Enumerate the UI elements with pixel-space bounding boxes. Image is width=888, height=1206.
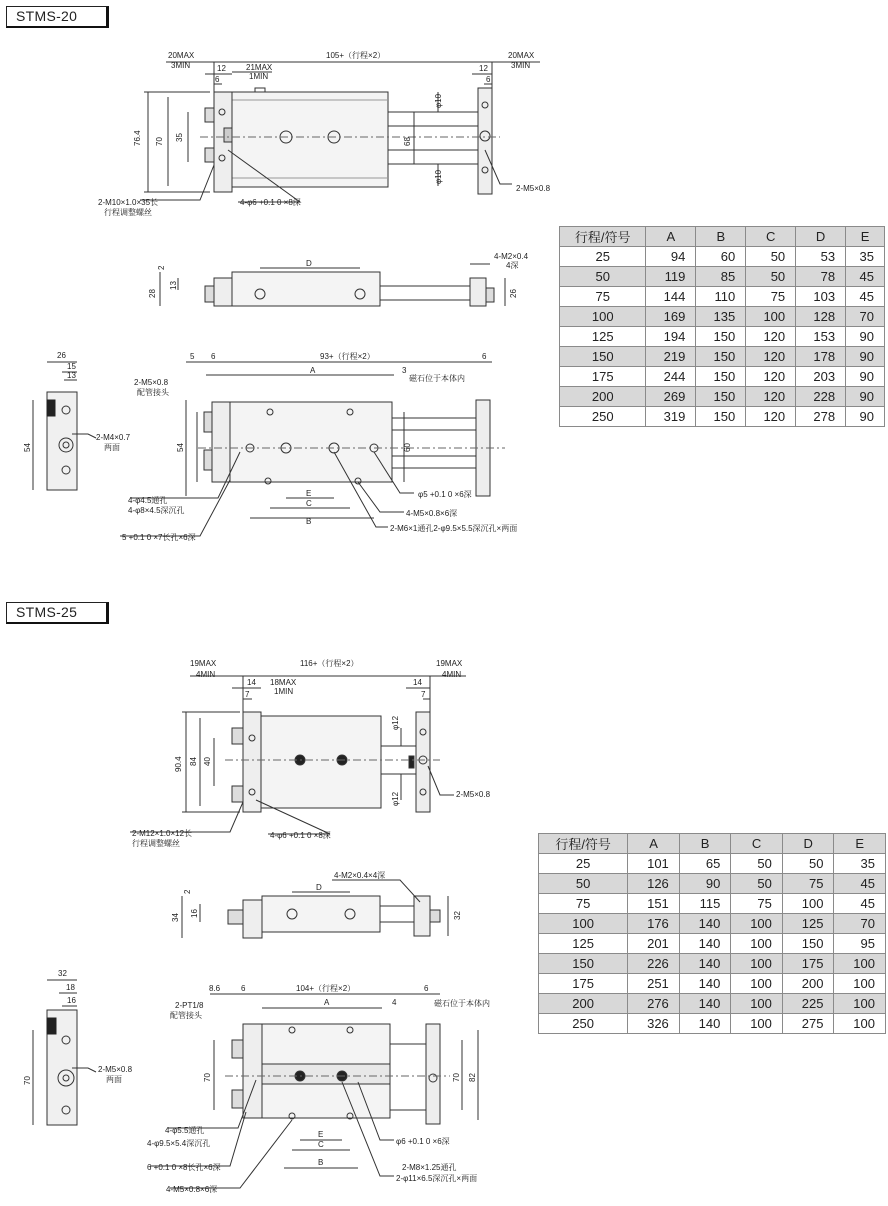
svg-text:配管接头: 配管接头 (170, 1011, 202, 1020)
table-row (560, 267, 885, 287)
table-header-cell: B (679, 834, 731, 854)
table-row (560, 247, 885, 267)
stms20-end-view (33, 362, 96, 490)
table-cell: 70 (846, 307, 885, 327)
stroke-cell: 200 (539, 994, 628, 1014)
table-cell: 100 (834, 954, 886, 974)
svg-text:60: 60 (403, 443, 412, 452)
svg-text:12: 12 (479, 64, 488, 73)
table-row (560, 407, 885, 427)
stms25-top-view (130, 676, 466, 834)
svg-text:70: 70 (452, 1073, 461, 1082)
svg-text:2-M12×1.0×12长: 2-M12×1.0×12长 (132, 829, 193, 838)
table-cell: 153 (796, 327, 846, 347)
svg-text:配管接头: 配管接头 (137, 388, 169, 397)
table-cell: 119 (646, 267, 696, 287)
table-row (539, 994, 886, 1014)
svg-text:12: 12 (217, 64, 226, 73)
svg-text:4-φ4.5通孔: 4-φ4.5通孔 (128, 496, 168, 505)
svg-text:15: 15 (67, 362, 76, 371)
svg-text:13: 13 (169, 281, 178, 290)
svg-text:2-M8×1.25通孔: 2-M8×1.25通孔 (402, 1163, 457, 1172)
model-tag-stms-20: STMS-20 (6, 6, 109, 28)
svg-text:4-φ6 +0.1 0 ×8深: 4-φ6 +0.1 0 ×8深 (240, 198, 301, 207)
table-header-cell: 行程/符号 (560, 227, 646, 247)
table-header-cell: C (746, 227, 796, 247)
table-row (539, 874, 886, 894)
table-cell: 150 (782, 934, 834, 954)
svg-text:54: 54 (176, 443, 185, 452)
table-cell: 150 (696, 387, 746, 407)
table-cell: 244 (646, 367, 696, 387)
table-cell: 326 (628, 1014, 680, 1034)
table-cell: 219 (646, 347, 696, 367)
svg-text:32: 32 (453, 911, 462, 920)
svg-text:磁石位于本体内: 磁石位于本体内 (434, 999, 490, 1008)
svg-text:104+（行程×2）: 104+（行程×2） (296, 984, 356, 993)
table-cell: 45 (834, 894, 886, 914)
table-cell: 115 (679, 894, 731, 914)
svg-text:5 +0.1 0 ×7长孔×6深: 5 +0.1 0 ×7长孔×6深 (122, 533, 196, 542)
table-cell: 90 (846, 367, 885, 387)
svg-text:8.6: 8.6 (209, 984, 221, 993)
svg-text:两面: 两面 (104, 443, 120, 452)
svg-text:21MAX: 21MAX (246, 63, 273, 72)
svg-text:6: 6 (424, 984, 429, 993)
table-cell: 251 (628, 974, 680, 994)
svg-text:2-M10×1.0×35长: 2-M10×1.0×35长 (98, 198, 159, 207)
table-cell: 120 (746, 367, 796, 387)
table-cell: 101 (628, 854, 680, 874)
svg-text:4-M5×0.8×6深: 4-M5×0.8×6深 (166, 1185, 218, 1194)
table-header-cell: C (731, 834, 783, 854)
stroke-cell: 100 (560, 307, 646, 327)
table-cell: 276 (628, 994, 680, 1014)
table-cell: 269 (646, 387, 696, 407)
svg-text:7: 7 (421, 690, 426, 699)
table-cell: 53 (796, 247, 846, 267)
table-cell: 45 (846, 287, 885, 307)
svg-text:105+（行程×2）: 105+（行程×2） (326, 51, 386, 60)
svg-text:68: 68 (403, 137, 412, 146)
stroke-cell: 125 (560, 327, 646, 347)
stroke-cell: 50 (539, 874, 628, 894)
svg-text:6: 6 (211, 352, 216, 361)
svg-text:70: 70 (155, 137, 164, 146)
svg-text:A: A (310, 366, 316, 375)
svg-text:4-φ8×4.5深沉孔: 4-φ8×4.5深沉孔 (128, 506, 185, 515)
svg-text:93+（行程×2）: 93+（行程×2） (320, 352, 375, 361)
stms25-end-view (33, 980, 96, 1125)
svg-text:35: 35 (175, 133, 184, 142)
svg-text:5: 5 (190, 352, 195, 361)
svg-text:116+（行程×2）: 116+（行程×2） (300, 659, 359, 668)
table-cell: 120 (746, 327, 796, 347)
svg-text:2-M5×0.8: 2-M5×0.8 (456, 790, 491, 799)
stms20-top-view (140, 62, 540, 202)
svg-text:4MIN: 4MIN (196, 670, 216, 679)
table-cell: 120 (746, 387, 796, 407)
svg-text:2-M6×1通孔2-φ9.5×5.5深沉孔×两面: 2-M6×1通孔2-φ9.5×5.5深沉孔×两面 (390, 524, 518, 533)
svg-text:2-M4×0.7: 2-M4×0.7 (96, 433, 131, 442)
svg-text:20MAX: 20MAX (508, 51, 535, 60)
svg-text:4: 4 (392, 998, 397, 1007)
svg-text:6: 6 (215, 75, 220, 84)
table-cell: 178 (796, 347, 846, 367)
svg-text:4-M2×0.4×4深: 4-M2×0.4×4深 (334, 871, 386, 880)
table-cell: 90 (679, 874, 731, 894)
table-header-cell: 行程/符号 (539, 834, 628, 854)
table-cell: 226 (628, 954, 680, 974)
svg-text:2-M5×0.8: 2-M5×0.8 (134, 378, 169, 387)
svg-text:82: 82 (468, 1073, 477, 1082)
table-row (560, 347, 885, 367)
stms-20-dimension-table (559, 226, 885, 427)
svg-text:28: 28 (148, 289, 157, 298)
table-cell: 100 (731, 974, 783, 994)
svg-text:E: E (318, 1130, 324, 1139)
table-cell: 100 (731, 934, 783, 954)
table-header-row (539, 834, 886, 854)
table-row (560, 287, 885, 307)
table-cell: 228 (796, 387, 846, 407)
table-header-cell: D (796, 227, 846, 247)
table-cell: 201 (628, 934, 680, 954)
svg-text:84: 84 (189, 757, 198, 766)
svg-text:3: 3 (402, 366, 407, 375)
table-cell: 200 (782, 974, 834, 994)
table-row (539, 854, 886, 874)
table-cell: 75 (782, 874, 834, 894)
table-cell: 150 (696, 347, 746, 367)
table-cell: 50 (746, 267, 796, 287)
table-cell: 35 (834, 854, 886, 874)
stroke-cell: 125 (539, 934, 628, 954)
table-cell: 50 (731, 874, 783, 894)
svg-text:6: 6 (241, 984, 246, 993)
table-cell: 65 (679, 854, 731, 874)
table-row (539, 934, 886, 954)
svg-text:B: B (318, 1158, 324, 1167)
svg-text:54: 54 (23, 443, 32, 452)
table-cell: 50 (782, 854, 834, 874)
table-cell: 110 (696, 287, 746, 307)
svg-text:1MIN: 1MIN (249, 72, 269, 81)
table-cell: 75 (746, 287, 796, 307)
stms25-bottom-view (150, 994, 478, 1188)
svg-text:E: E (306, 489, 312, 498)
table-cell: 100 (834, 974, 886, 994)
svg-text:14: 14 (247, 678, 256, 687)
stms-25-dimension-table (538, 833, 886, 1034)
svg-text:6: 6 (482, 352, 487, 361)
stroke-cell: 150 (560, 347, 646, 367)
table-cell: 144 (646, 287, 696, 307)
svg-text:7: 7 (245, 690, 250, 699)
svg-text:D: D (306, 259, 312, 268)
table-cell: 176 (628, 914, 680, 934)
table-cell: 90 (846, 407, 885, 427)
table-cell: 78 (796, 267, 846, 287)
stms20-side-view (160, 264, 505, 306)
table-cell: 75 (731, 894, 783, 914)
table-row (560, 367, 885, 387)
table-cell: 94 (646, 247, 696, 267)
stroke-cell: 25 (560, 247, 646, 267)
table-cell: 126 (628, 874, 680, 894)
stroke-cell: 175 (539, 974, 628, 994)
svg-text:18: 18 (66, 983, 75, 992)
svg-text:行程调整螺丝: 行程调整螺丝 (104, 208, 152, 217)
table-cell: 100 (731, 954, 783, 974)
table-cell: 95 (834, 934, 886, 954)
table-cell: 85 (696, 267, 746, 287)
table-cell: 140 (679, 994, 731, 1014)
svg-text:A: A (324, 998, 330, 1007)
table-cell: 225 (782, 994, 834, 1014)
table-cell: 203 (796, 367, 846, 387)
table-cell: 140 (679, 1014, 731, 1034)
table-row (539, 974, 886, 994)
stroke-cell: 75 (560, 287, 646, 307)
svg-text:行程调整螺丝: 行程调整螺丝 (132, 839, 180, 848)
svg-text:70: 70 (23, 1076, 32, 1085)
table-header-cell: D (782, 834, 834, 854)
svg-text:3MIN: 3MIN (511, 61, 531, 70)
table-cell: 150 (696, 367, 746, 387)
svg-text:4-φ5.5通孔: 4-φ5.5通孔 (165, 1126, 205, 1135)
table-header-cell: E (846, 227, 885, 247)
table-row (560, 327, 885, 347)
table-row (539, 1014, 886, 1034)
svg-text:C: C (306, 499, 312, 508)
table-cell: 50 (731, 854, 783, 874)
svg-text:6: 6 (486, 75, 491, 84)
stms25-side-view (182, 880, 448, 938)
svg-text:1MIN: 1MIN (274, 687, 294, 696)
svg-text:20MAX: 20MAX (168, 51, 195, 60)
svg-text:40: 40 (203, 757, 212, 766)
svg-text:φ10: φ10 (434, 169, 443, 184)
svg-text:磁石位于本体内: 磁石位于本体内 (409, 374, 465, 383)
stroke-cell: 75 (539, 894, 628, 914)
stroke-cell: 250 (560, 407, 646, 427)
svg-text:4-M2×0.4: 4-M2×0.4 (494, 252, 529, 261)
table-row (539, 894, 886, 914)
table-row (560, 307, 885, 327)
svg-text:4-φ9.5×5.4深沉孔: 4-φ9.5×5.4深沉孔 (147, 1139, 211, 1148)
svg-text:2-PT1/8: 2-PT1/8 (175, 1001, 204, 1010)
svg-text:4MIN: 4MIN (442, 670, 462, 679)
table-cell: 100 (834, 994, 886, 1014)
table-row (560, 387, 885, 407)
svg-text:φ6 +0.1 0 ×6深: φ6 +0.1 0 ×6深 (396, 1137, 450, 1146)
table-header-cell: A (646, 227, 696, 247)
table-cell: 140 (679, 914, 731, 934)
table-cell: 100 (834, 1014, 886, 1034)
table-cell: 120 (746, 407, 796, 427)
svg-text:2-φ11×6.5深沉孔×两面: 2-φ11×6.5深沉孔×两面 (396, 1174, 478, 1183)
table-cell: 135 (696, 307, 746, 327)
table-cell: 194 (646, 327, 696, 347)
svg-text:D: D (316, 883, 322, 892)
table-cell: 90 (846, 327, 885, 347)
stroke-cell: 50 (560, 267, 646, 287)
table-cell: 128 (796, 307, 846, 327)
svg-text:19MAX: 19MAX (190, 659, 217, 668)
svg-text:两面: 两面 (106, 1075, 122, 1084)
table-cell: 90 (846, 347, 885, 367)
stroke-cell: 150 (539, 954, 628, 974)
svg-text:4深: 4深 (506, 261, 519, 270)
table-cell: 150 (696, 327, 746, 347)
svg-text:4-M5×0.8×6深: 4-M5×0.8×6深 (406, 509, 458, 518)
table-cell: 100 (731, 994, 783, 1014)
table-cell: 140 (679, 954, 731, 974)
table-cell: 278 (796, 407, 846, 427)
table-cell: 90 (846, 387, 885, 407)
table-cell: 35 (846, 247, 885, 267)
table-cell: 70 (834, 914, 886, 934)
svg-text:2-M5×0.8: 2-M5×0.8 (98, 1065, 133, 1074)
svg-text:16: 16 (190, 909, 199, 918)
svg-text:34: 34 (171, 913, 180, 922)
svg-text:3MIN: 3MIN (171, 61, 191, 70)
svg-text:6 +0.1 0 ×8长孔×6深: 6 +0.1 0 ×8长孔×6深 (147, 1163, 221, 1172)
table-cell: 100 (731, 1014, 783, 1034)
svg-text:φ12: φ12 (391, 791, 400, 806)
svg-text:70: 70 (203, 1073, 212, 1082)
table-cell: 103 (796, 287, 846, 307)
svg-text:2: 2 (157, 265, 166, 270)
svg-text:18MAX: 18MAX (270, 678, 297, 687)
svg-text:2: 2 (183, 889, 192, 894)
table-header-cell: E (834, 834, 886, 854)
svg-text:φ10: φ10 (434, 93, 443, 108)
table-cell: 140 (679, 934, 731, 954)
table-cell: 125 (782, 914, 834, 934)
table-cell: 100 (746, 307, 796, 327)
table-cell: 140 (679, 974, 731, 994)
table-cell: 45 (834, 874, 886, 894)
svg-text:4-φ6 +0.1 0 ×8深: 4-φ6 +0.1 0 ×8深 (270, 831, 331, 840)
table-header-cell: B (696, 227, 746, 247)
table-cell: 150 (696, 407, 746, 427)
stroke-cell: 25 (539, 854, 628, 874)
table-cell: 275 (782, 1014, 834, 1034)
table-cell: 151 (628, 894, 680, 914)
stroke-cell: 100 (539, 914, 628, 934)
svg-text:19MAX: 19MAX (436, 659, 463, 668)
svg-text:14: 14 (413, 678, 422, 687)
svg-text:90.4: 90.4 (174, 756, 183, 772)
table-cell: 120 (746, 347, 796, 367)
svg-text:26: 26 (509, 289, 518, 298)
svg-text:32: 32 (58, 969, 67, 978)
table-cell: 60 (696, 247, 746, 267)
svg-text:13: 13 (67, 371, 76, 380)
stroke-cell: 250 (539, 1014, 628, 1034)
table-cell: 169 (646, 307, 696, 327)
table-cell: 319 (646, 407, 696, 427)
table-cell: 175 (782, 954, 834, 974)
svg-text:16: 16 (67, 996, 76, 1005)
svg-text:C: C (318, 1140, 324, 1149)
svg-text:76.4: 76.4 (133, 130, 142, 146)
table-cell: 100 (782, 894, 834, 914)
svg-text:26: 26 (57, 351, 66, 360)
model-tag-stms-25: STMS-25 (6, 602, 109, 624)
stroke-cell: 175 (560, 367, 646, 387)
svg-text:φ12: φ12 (391, 715, 400, 730)
svg-text:B: B (306, 517, 312, 526)
table-cell: 45 (846, 267, 885, 287)
table-row (539, 914, 886, 934)
table-cell: 100 (731, 914, 783, 934)
svg-text:φ5 +0.1 0 ×6深: φ5 +0.1 0 ×6深 (418, 490, 472, 499)
stroke-cell: 200 (560, 387, 646, 407)
svg-text:2-M5×0.8: 2-M5×0.8 (516, 184, 551, 193)
table-row (539, 954, 886, 974)
table-header-cell: A (628, 834, 680, 854)
table-header-row (560, 227, 885, 247)
table-cell: 50 (746, 247, 796, 267)
